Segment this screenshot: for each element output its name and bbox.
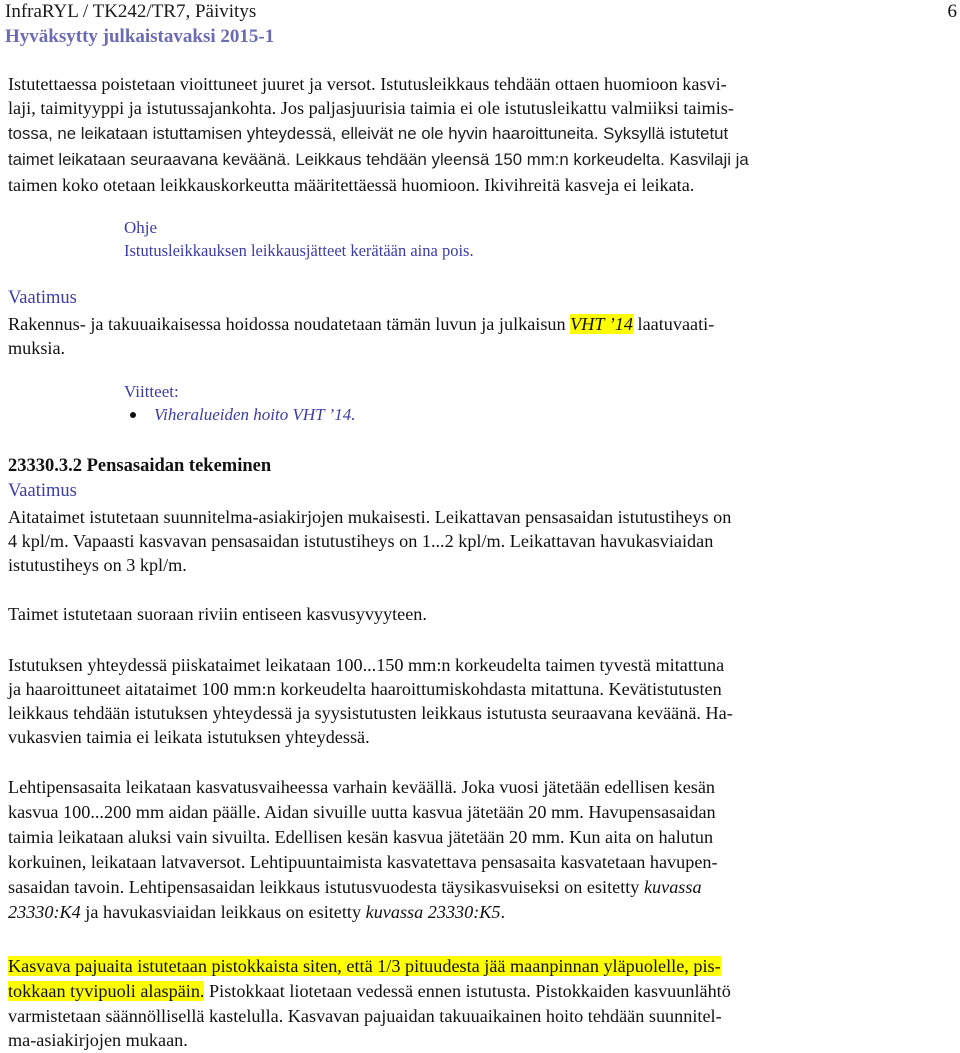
vht-link[interactable]: VHT ’14 xyxy=(570,314,633,334)
para5-highlight-1: Kasvava pajuaita istutetaan pistokkaista siten, että 1/3 pituudesta jää maanpinnan yläpuolelle, pis- xyxy=(8,956,721,976)
para5-highlight-2: tokkaan tyvipuoli alaspäin. xyxy=(8,981,205,1001)
para3-line-4: vukasvien taimia ei leikata istutuksen yhteydessä. xyxy=(8,727,370,747)
para4-line-6-end: . xyxy=(500,902,506,922)
para4-line-4: korkuinen, leikataan latvaversot. Lehtipuuntaimista kasvatettava pensasaita kasvatetaan havupen- xyxy=(8,852,718,872)
intro-line-5: taimen koko otetaan leikkauskorkeutta määritettäessä huomioon. Ikivihreitä kasveja ei leikata. xyxy=(8,175,695,195)
viitteet-item-link[interactable]: Viheralueiden hoito VHT ’14. xyxy=(154,405,356,424)
intro-line-4b: Leikkaus tehdään yleensä 150 mm:n korkeudelta. Kasvilaji ja xyxy=(290,150,749,169)
vaatimus-text-before: Rakennus- ja takuuaikaisessa hoidossa noudatetaan tämän luvun ja julkaisun xyxy=(8,314,571,334)
para4-line-6-mid: ja havukasviaidan leikkaus on esitetty xyxy=(80,902,366,922)
intro-line-4a: taimet leikataan seuraavana keväänä. xyxy=(8,150,291,169)
header-title: InfraRYL / TK242/TR7, Päivitys xyxy=(5,1,257,22)
vaatimus-line-1 xyxy=(8,312,928,336)
page-number: 6 xyxy=(947,1,957,22)
viitteet-item xyxy=(124,404,355,426)
figure-ref-k4-b[interactable]: 23330:K4 xyxy=(8,902,81,922)
para5-line-4: ma-asiakirjojen mukaan. xyxy=(8,1030,188,1050)
bullet-icon xyxy=(130,412,136,418)
para4-line-1: Lehtipensasaita leikataan kasvatusvaiheessa varhain keväällä. Joka vuosi jätetään edellisen kesän xyxy=(8,777,716,797)
ohje-text: Istutusleikkauksen leikkausjätteet kerätään aina pois. xyxy=(124,241,474,260)
para4-line-6 xyxy=(8,900,928,924)
para3-line-2: ja haaroittuneet aitataimet 100 mm:n korkeudelta haaroittumiskohdasta mitattuna. Kevätistutusten xyxy=(8,679,722,699)
para1-line-2: 4 kpl/m. Vapaasti kasvavan pensasaidan istutustiheys on 1...2 kpl/m. Leikattavan havukasviaidan xyxy=(8,531,714,551)
ohje-label: Ohje xyxy=(124,218,158,237)
figure-ref-k4-a[interactable]: kuvassa xyxy=(643,877,702,897)
header-subtitle: Hyväksytty julkaistavaksi 2015-1 xyxy=(5,26,275,47)
para3-line-3: leikkaus tehdään istutuksen yhteydessä ja syysistutusten leikkaus istutusta seuraavana keväänä. Ha- xyxy=(8,703,733,723)
para4-line-2: kasvua 100...200 mm aidan päälle. Aidan sivuille uutta kasvua jätetään 20 mm. Havupensasaidan xyxy=(8,802,716,822)
figure-ref-k5[interactable]: kuvassa 23330:K5 xyxy=(365,902,501,922)
intro-line-4 xyxy=(8,148,928,172)
vaatimus-label: Vaatimus xyxy=(8,288,77,308)
viitteet-label: Viitteet: xyxy=(124,382,179,401)
para3-line-1: Istutuksen yhteydessä piiskataimet leikataan 100...150 mm:n korkeudelta taimen tyvestä mitattuna xyxy=(8,655,725,675)
para4-line-5-text: sasaidan tavoin. Lehtipensasaidan leikkaus istutusvuodesta täysikasvuiseksi on esitetty xyxy=(8,877,644,897)
para1-line-1: Aitataimet istutetaan suunnitelma-asiakirjojen mukaisesti. Leikattavan pensasaidan istutustiheys on xyxy=(8,507,732,527)
para4-line-3: taimia leikataan aluksi vain sivuilta. Edellisen kesän kasvua jätetään 20 mm. Kun aita on halutun xyxy=(8,827,714,847)
vaatimus-line-2: muksia. xyxy=(8,338,66,358)
para5-line-3: varmistetaan säännöllisellä kastelulla. Kasvavan pajuaidan takuuaikainen hoito tehdään suunnitel- xyxy=(8,1006,722,1026)
intro-line-3: tossa, ne leikataan istuttamisen yhteydessä, elleivät ne ole hyvin haaroittuneita. Syksyllä istutetut xyxy=(8,124,729,143)
section-heading: 23330.3.2 Pensasaidan tekeminen xyxy=(8,456,272,476)
para5-line-1 xyxy=(8,954,928,978)
para2: Taimet istutetaan suoraan riviin entiseen kasvusyvyyteen. xyxy=(8,604,427,624)
para1-line-3: istutustiheys on 3 kpl/m. xyxy=(8,555,187,575)
para5-line-2 xyxy=(8,979,928,1003)
section-vaatimus-label: Vaatimus xyxy=(8,481,77,501)
para4-line-5 xyxy=(8,875,928,899)
intro-line-2: laji, taimityyppi ja istutussajankohta. Jos paljasjuurisia taimia ei ole istutusleikattu valmiiksi taimis- xyxy=(8,98,734,118)
intro-line-1: Istutettaessa poistetaan vioittuneet juuret ja versot. Istutusleikkaus tehdään ottaen huomioon kasvi- xyxy=(8,74,727,94)
vaatimus-text-after: laatuvaati- xyxy=(633,314,715,334)
para5-line-2-rest: Pistokkaat liotetaan vedessä ennen istutusta. Pistokkaiden kasvuunlähtö xyxy=(204,981,731,1001)
